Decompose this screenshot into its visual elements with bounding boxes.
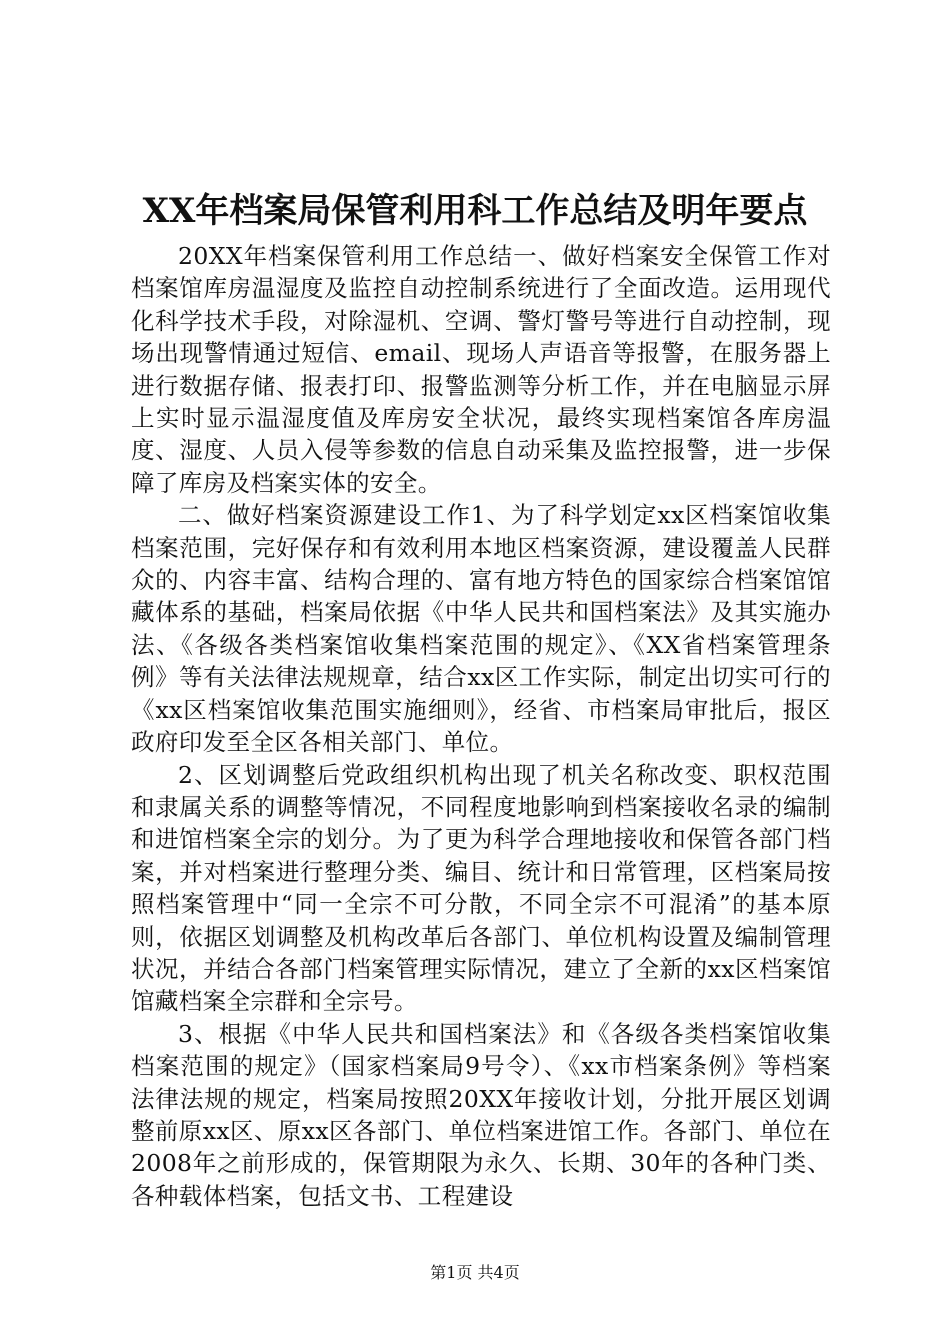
paragraph-4: 3、根据《中华人民共和国档案法》和《各级各类档案馆收集档案范围的规定》（国家档案局9号令）、《xx市档案条例》等档案法律法规的规定，档案局按照20XX年接收计划，分批开展区划调整前原xx区、原xx区各部门、单位档案进馆工作。各部门、单位在2008年之前形成的，保管期限为永久、长期、30年的各种门类、各种载体档案，包括文书、工程建设	[131, 1019, 831, 1210]
document-title: XX年档案局保管利用科工作总结及明年要点	[142, 191, 808, 231]
paragraph-3: 2、区划调整后党政组织机构出现了机关名称改变、职权范围和隶属关系的调整等情况，不同程度地影响到档案接收名录的编制和进馆档案全宗的划分。为了更为科学合理地接收和保管各部门档案，并对档案进行整理分类、编目、统计和日常管理，区档案局按照档案管理中“同一全宗不可分散，不同全宗不可混淆”的基本原则，依据区划调整及机构改革后各部门、单位机构设置及编制管理状况，并结合各部门档案管理实际情况，建立了全新的xx区档案馆馆藏档案全宗群和全宗号。	[131, 760, 831, 1016]
document-body	[131, 240, 831, 1212]
paragraph-1: 20XX年档案保管利用工作总结一、做好档案安全保管工作对档案馆库房温湿度及监控自动控制系统进行了全面改造。运用现代化科学技术手段，对除湿机、空调、警灯警号等进行自动控制，现场出现警情通过短信、email、现场人声语音等报警，在服务器上进行数据存储、报表打印、报警监测等分析工作，并在电脑显示屏上实时显示温湿度值及库房安全状况，最终实现档案馆各库房温度、湿度、人员入侵等参数的信息自动采集及监控报警，进一步保障了库房及档案实体的安全。	[131, 242, 831, 497]
paragraph-2: 二、做好档案资源建设工作1、为了科学划定xx区档案馆收集档案范围，完好保存和有效利用本地区档案资源，建设覆盖人民群众的、内容丰富、结构合理的、富有地方特色的国家综合档案馆馆藏体系的基础，档案局依据《中华人民共和国档案法》及其实施办法、《各级各类档案馆收集档案范围的规定》、《XX省档案管理条例》等有关法律法规规章，结合xx区工作实际，制定出切实可行的《xx区档案馆收集范围实施细则》，经省、市档案局审批后，报区政府印发至全区各相关部门、单位。	[131, 501, 831, 757]
page-footer: 第1页 共4页	[430, 1263, 520, 1282]
